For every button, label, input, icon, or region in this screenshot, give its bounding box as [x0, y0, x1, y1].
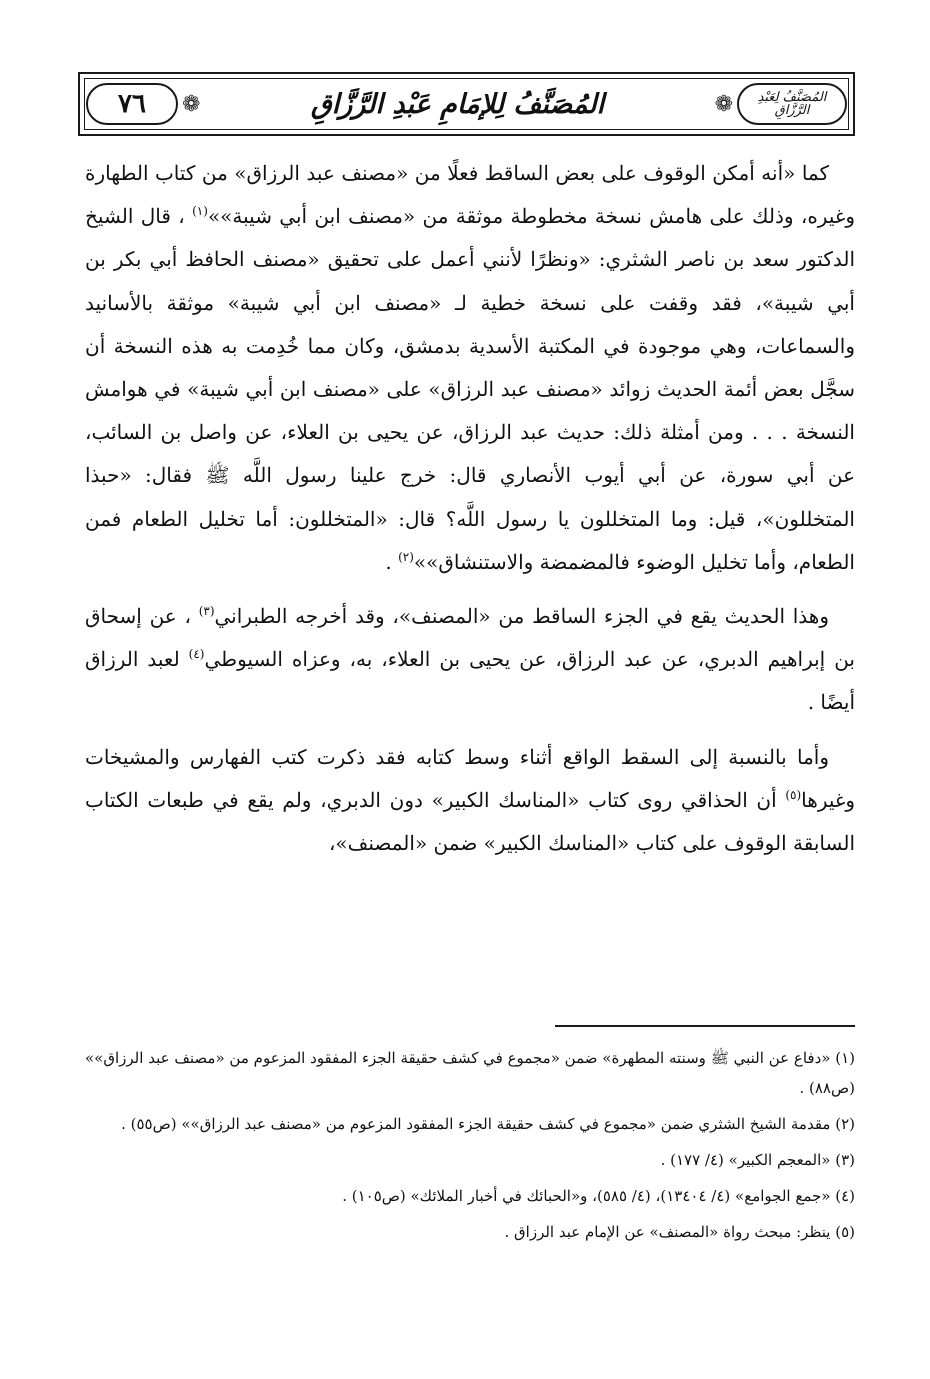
- footnotes: [85, 1043, 855, 1253]
- running-header: [78, 72, 855, 136]
- title-emblem: [737, 83, 847, 125]
- footnote-ref-3: (٣): [198, 604, 215, 619]
- paragraph-2-text-c: لعبد الرزاق أيضًا .: [85, 647, 855, 715]
- paragraph-3-text-a: وأما بالنسبة إلى السقط الواقع أثناء وسط كتابه فقد ذكرت كتب الفهارس والمشيخات وغيرها: [85, 744, 855, 812]
- paragraph-1-text-a: كما «أنه أمكن الوقوف على بعض الساقط فعلًا من «مصنف عبد الرزاق» من كتاب الطهارة وغيره، وذلك على هامش نسخة مخطوطة موثقة من «مصنف ابن أبي شيبة»»: [85, 161, 855, 229]
- paragraph-1: [85, 152, 855, 584]
- book-title: المُصَنَّفُ لِلإمَامِ عَبْدِ الرَّزَّاقِ: [310, 88, 605, 120]
- paragraph-2-text-a: وهذا الحديث يقع في الجزء الساقط من «المصنف»، وقد أخرجه الطبراني: [214, 604, 829, 629]
- page-number: ٧٦: [118, 89, 146, 119]
- ornament-right-icon: ❁: [714, 91, 733, 117]
- paragraph-2-text-b: ، عن إسحاق بن إبراهيم الدبري، عن عبد الرزاق، عن يحيى بن العلاء، به، وعزاه السيوطي: [85, 604, 855, 672]
- paragraph-3: [85, 736, 855, 866]
- paragraph-1-end: .: [385, 549, 392, 574]
- paragraph-3-text-b: أن الحذاقي روى كتاب «المناسك الكبير» دون الدبري، ولم يقع في طبعات الكتاب السابقة الوقوف على كتاب «المناسك الكبير» ضمن «المصنف»،: [85, 787, 855, 856]
- emblem-text: المُصَنَّفُ لِعَبْدِ الرَّزَّاقِ: [757, 90, 827, 118]
- footnote-4: (٤) «جمع الجوامع» (٤/ ١٣٤٠٤)، (٤/ ٥٨٥)، و«الحبائك في أخبار الملائك» (ص١٠٥) .: [342, 1187, 855, 1205]
- footnote-ref-1: (١): [192, 204, 208, 219]
- footnote-ref-2: (٢): [398, 549, 414, 564]
- ornament-left-icon: ❁: [182, 91, 201, 117]
- page-number-cartouche: [86, 83, 178, 125]
- main-text: [85, 152, 855, 865]
- footnote-2: (٢) مقدمة الشيخ الشثري ضمن «مجموع في كشف حقيقة الجزء المفقود المزعوم من «مصنف عبد الرزاق»» (ص٥٥) .: [121, 1115, 855, 1133]
- footnote-ref-4: (٤): [188, 647, 205, 662]
- paragraph-2: [85, 595, 855, 725]
- footnote-1: (١) «دفاع عن النبي ﷺ وسنته المطهرة» ضمن «مجموع في كشف حقيقة الجزء المفقود المزعوم من «مصنف عبد الرزاق»» (ص٨٨) .: [85, 1049, 855, 1097]
- footnote-5: (٥) ينظر: مبحث رواة «المصنف» عن الإمام عبد الرزاق .: [504, 1223, 855, 1241]
- footnote-3: (٣) «المعجم الكبير» (٤/ ١٧٧) .: [660, 1151, 855, 1169]
- footnote-ref-5: (٥): [785, 787, 802, 802]
- paragraph-1-text-b: ، قال الشيخ الدكتور سعد بن ناصر الشثري: «ونظرًا لأنني أعمل على تحقيق «مصنف الحافظ أبي بكر بن أبي شيبة»، فقد وقفت على نسخة خطية لـ «مصنف ابن أبي شيبة» موثقة بالأسانيد والسماعات، وهي موجودة في المكتبة الأسدية بدمشق، وكان مما خُدِمت به هذه النسخة أن سجَّل بعض أئمة الحديث زوائد «مصنف عبد الرزاق» على «مصنف ابن أبي شيبة» في هوامش النسخة . . . ومن أمثلة ذلك: حديث عبد الرزاق، عن يحيى بن العلاء، عن واصل بن السائب، عن أبي سورة، عن أبي أيوب الأنصاري قال: خرج علينا رسول اللَّه ﷺ فقال: «حبذا المتخللون»، قيل: وما المتخللون يا رسول اللَّه؟ قال: «المتخللون: أما تخليل الطعام فمن الطعام، وأما تخليل الوضوء فالمضمضة والاستنشاق»»: [85, 204, 855, 574]
- footnote-separator: [555, 1025, 855, 1027]
